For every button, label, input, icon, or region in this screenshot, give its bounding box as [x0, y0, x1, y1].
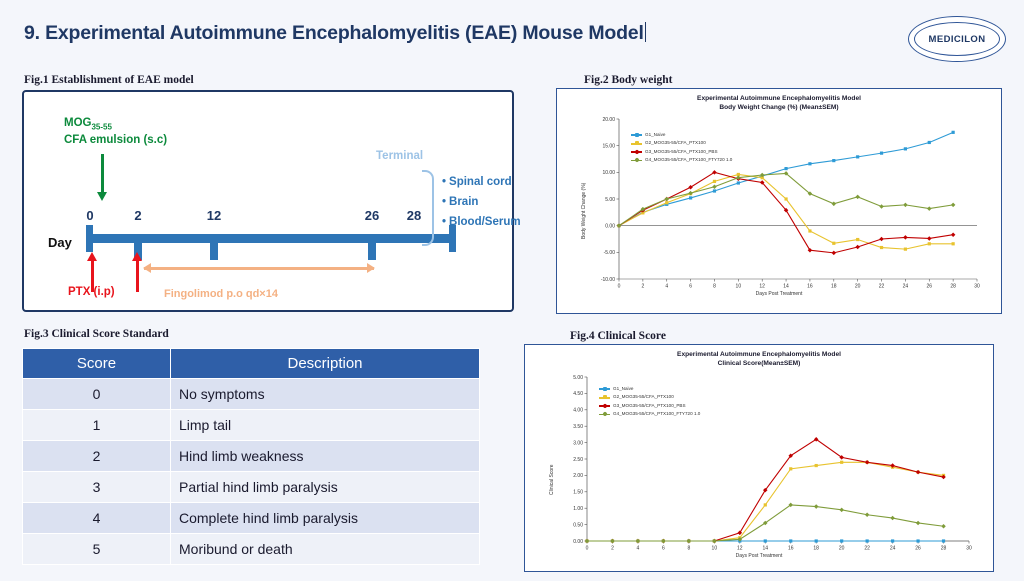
legend-label: G3_MOG35-55/CFA_PTX100_PBS [613, 402, 686, 408]
cell-score: 1 [23, 410, 171, 441]
table-row [23, 503, 480, 534]
series-marker [916, 521, 921, 526]
series-marker [904, 248, 907, 251]
x-tick-label: 6 [662, 545, 665, 552]
mog-cfa-label: $MOG_{35-55}$ CFA emulsion (s.c) [64, 117, 168, 147]
series-marker [952, 131, 955, 134]
body-weight-plot [557, 89, 1003, 315]
x-tick-label: 4 [665, 283, 669, 290]
y-tick-label: -5.00 [603, 250, 615, 257]
body-weight-chart-panel [556, 88, 1002, 314]
y-tick-label: 15.00 [602, 143, 615, 150]
series-marker [928, 141, 931, 144]
y-tick-label: 2.50 [573, 456, 583, 463]
legend-label: G4_MOG35-55/CFA_PTX100_FTY720 1.0 [645, 157, 733, 163]
clinical-score-y-axis-label: Clinical Score [549, 464, 555, 495]
y-tick-label: 4.50 [573, 391, 583, 398]
series-line [619, 172, 953, 253]
legend-label: G3_MOG35-55/CFA_PTX100_PBS [645, 148, 718, 154]
terminal-item-2: Blood/Serum [449, 216, 521, 229]
series-marker [879, 204, 884, 209]
x-tick-label: 26 [915, 545, 921, 552]
y-tick-label: 5.00 [573, 374, 583, 381]
series-marker [808, 162, 811, 165]
cell-score: 2 [23, 441, 171, 472]
series-marker [689, 196, 692, 199]
series-marker [815, 464, 818, 467]
y-tick-label: 10.00 [602, 170, 615, 177]
cell-description: Moribund or death [171, 534, 480, 565]
y-tick-label: 5.00 [605, 196, 615, 203]
cell-description: No symptoms [171, 379, 480, 410]
timeline-label-28: 28 [406, 208, 422, 223]
figure-1-caption: Fig.1 Establishment of EAE model [24, 74, 194, 86]
x-tick-label: 2 [641, 283, 645, 290]
legend-label: G4_MOG35-55/CFA_PTX100_FTY720 1.0 [613, 411, 701, 417]
fingolimod-span-bar [144, 267, 374, 270]
series-marker [808, 229, 811, 232]
series-marker [890, 516, 895, 521]
bullet-icon-2: • [442, 196, 447, 209]
table-row [23, 472, 480, 503]
chart-title-line1: Experimental Autoimmune Encephalomyelitis Model [677, 351, 841, 358]
bullet-icon-1: • [442, 176, 447, 188]
series-marker [815, 539, 818, 542]
x-tick-label: 12 [759, 283, 765, 290]
column-header-description: Description [171, 349, 480, 379]
eae-model-diagram [22, 90, 521, 312]
clinical-score-chart-panel [524, 344, 994, 572]
figure-2-caption: Fig.2 Body weight [584, 74, 673, 86]
series-marker [856, 155, 859, 158]
column-header-score: Score [23, 349, 171, 379]
y-tick-label: 3.00 [573, 440, 583, 447]
table-row [23, 534, 480, 565]
cell-score: 4 [23, 503, 171, 534]
x-tick-label: 8 [713, 283, 716, 290]
series-line [587, 462, 944, 541]
terminal-item-1: Brain [449, 196, 479, 209]
series-marker [903, 203, 908, 208]
x-tick-label: 18 [831, 283, 837, 290]
logo-label: MEDICILON [914, 22, 1000, 56]
cell-description: Complete hind limb paralysis [171, 503, 480, 534]
logo [908, 16, 1006, 62]
x-tick-label: 24 [902, 283, 909, 290]
cell-score: 5 [23, 534, 171, 565]
x-tick-label: 8 [687, 545, 691, 552]
series-marker [952, 242, 955, 245]
series-marker [916, 539, 919, 542]
series-marker [928, 242, 931, 245]
x-tick-label: 4 [636, 545, 640, 552]
chart-title-line1: Experimental Autoimmune Encephalomyelitis Model [697, 95, 861, 102]
x-tick-label: 12 [737, 545, 743, 552]
series-marker [880, 152, 883, 155]
x-tick-label: 22 [864, 545, 870, 552]
series-marker [866, 539, 869, 542]
chart-title-line2: Clinical Score(Mean±SEM) [717, 359, 801, 367]
series-marker [789, 467, 792, 470]
day-axis-label: Day [48, 235, 72, 250]
y-tick-label: 0.00 [605, 223, 615, 230]
cell-description: Partial hind limb paralysis [171, 472, 480, 503]
x-tick-label: 16 [787, 545, 794, 552]
series-marker [713, 189, 716, 192]
series-marker [855, 245, 860, 250]
series-marker [737, 181, 740, 184]
series-marker [951, 232, 956, 237]
legend-label: G1_Naive [645, 132, 666, 137]
series-marker [927, 236, 932, 241]
chart-title-line2: Body Weight Change (%) (Mean±SEM) [719, 103, 839, 111]
series-marker [942, 539, 945, 542]
x-tick-label: 0 [617, 283, 621, 290]
x-tick-label: 10 [735, 283, 742, 290]
series-marker [865, 512, 870, 517]
ptx-label: PTX (i.p) [68, 286, 115, 298]
series-marker [891, 539, 894, 542]
y-tick-label: 1.50 [573, 489, 583, 496]
timeline-start-cap [86, 225, 93, 252]
legend-label: G2_MOG35-55/CFA_PTX100 [613, 394, 674, 400]
clinical-score-standard-table [22, 348, 480, 565]
series-marker [855, 195, 860, 200]
series-marker [784, 167, 787, 170]
table-row [23, 441, 480, 472]
series-marker [904, 147, 907, 150]
cell-description: Limp tail [171, 410, 480, 441]
y-tick-label: 4.00 [573, 407, 583, 414]
clinical-score-x-axis-label: Days Post Treatment [735, 553, 783, 559]
series-marker [789, 539, 792, 542]
page-title-text: 9. Experimental Autoimmune Encephalomyelitis (EAE) Mouse Model [24, 22, 644, 44]
x-tick-label: 14 [762, 545, 769, 552]
timeline-tick-day12 [210, 234, 218, 260]
x-tick-label: 10 [711, 545, 718, 552]
series-marker [840, 539, 843, 542]
legend-label: G2_MOG35-55/CFA_PTX100 [645, 140, 706, 146]
cell-score: 0 [23, 379, 171, 410]
terminal-item-0: Spinal cord [449, 176, 512, 188]
x-tick-label: 20 [838, 545, 845, 552]
series-marker [665, 201, 668, 204]
y-tick-label: 1.00 [573, 506, 583, 512]
table-row [23, 379, 480, 410]
y-tick-label: 3.50 [573, 424, 583, 430]
x-tick-label: 18 [813, 545, 819, 552]
timeline-tick-day26 [368, 234, 376, 260]
series-marker [784, 197, 787, 200]
series-marker [832, 242, 835, 245]
series-marker [713, 180, 716, 183]
x-tick-label: 30 [974, 283, 980, 290]
terminal-sample-list [442, 172, 521, 232]
table-header-row [23, 349, 480, 379]
terminal-brace-icon [422, 170, 434, 246]
table-row [23, 410, 480, 441]
x-tick-label: 26 [926, 283, 933, 290]
series-marker [832, 159, 835, 162]
x-tick-label: 28 [940, 545, 947, 552]
clinical-score-plot [525, 345, 995, 573]
series-marker [927, 206, 932, 211]
y-tick-label: -10.00 [600, 276, 615, 283]
series-marker [764, 539, 767, 542]
series-marker [840, 461, 843, 464]
timeline-label-0: 0 [86, 208, 94, 223]
page-title [24, 22, 646, 45]
x-tick-label: 28 [950, 283, 956, 290]
series-marker [839, 508, 844, 513]
timeline-label-12: 12 [206, 208, 222, 223]
cell-description: Hind limb weakness [171, 441, 480, 472]
x-tick-label: 16 [807, 283, 813, 290]
text-cursor [645, 22, 646, 42]
y-tick-label: 0.00 [573, 538, 583, 545]
series-marker [941, 524, 946, 529]
series-marker [832, 251, 837, 256]
body-weight-y-axis-label: Body Weight Change (%) [581, 182, 587, 239]
figure-4-caption: Fig.4 Clinical Score [570, 330, 666, 342]
series-marker [712, 184, 717, 189]
series-marker [664, 197, 669, 202]
series-marker [832, 202, 837, 207]
x-tick-label: 6 [689, 283, 692, 290]
x-tick-label: 30 [966, 545, 972, 552]
y-tick-label: 2.00 [573, 473, 583, 480]
y-tick-label: 0.50 [573, 522, 583, 529]
x-tick-label: 14 [783, 283, 789, 290]
fingolimod-label: Fingolimod p.o qd×14 [164, 288, 278, 300]
series-marker [856, 238, 859, 241]
y-tick-label: 20.00 [602, 116, 615, 123]
series-marker [764, 503, 767, 506]
terminal-label: Terminal [376, 150, 424, 162]
legend-label: G1_Naive [613, 386, 634, 391]
series-marker [814, 504, 819, 509]
timeline-label-26: 26 [364, 208, 380, 223]
figure-3-caption: Fig.3 Clinical Score Standard [24, 328, 169, 340]
x-tick-label: 0 [585, 545, 589, 552]
cell-score: 3 [23, 472, 171, 503]
series-marker [951, 203, 956, 208]
x-tick-label: 20 [854, 283, 861, 290]
body-weight-x-axis-label: Days Post Treatment [755, 291, 803, 297]
series-marker [880, 246, 883, 249]
x-tick-label: 2 [611, 545, 614, 552]
series-marker [879, 237, 884, 242]
bullet-icon-3: • [442, 216, 447, 229]
series-marker [903, 235, 908, 240]
x-tick-label: 22 [878, 283, 885, 290]
timeline-label-2: 2 [134, 208, 142, 223]
x-tick-label: 24 [889, 545, 896, 552]
